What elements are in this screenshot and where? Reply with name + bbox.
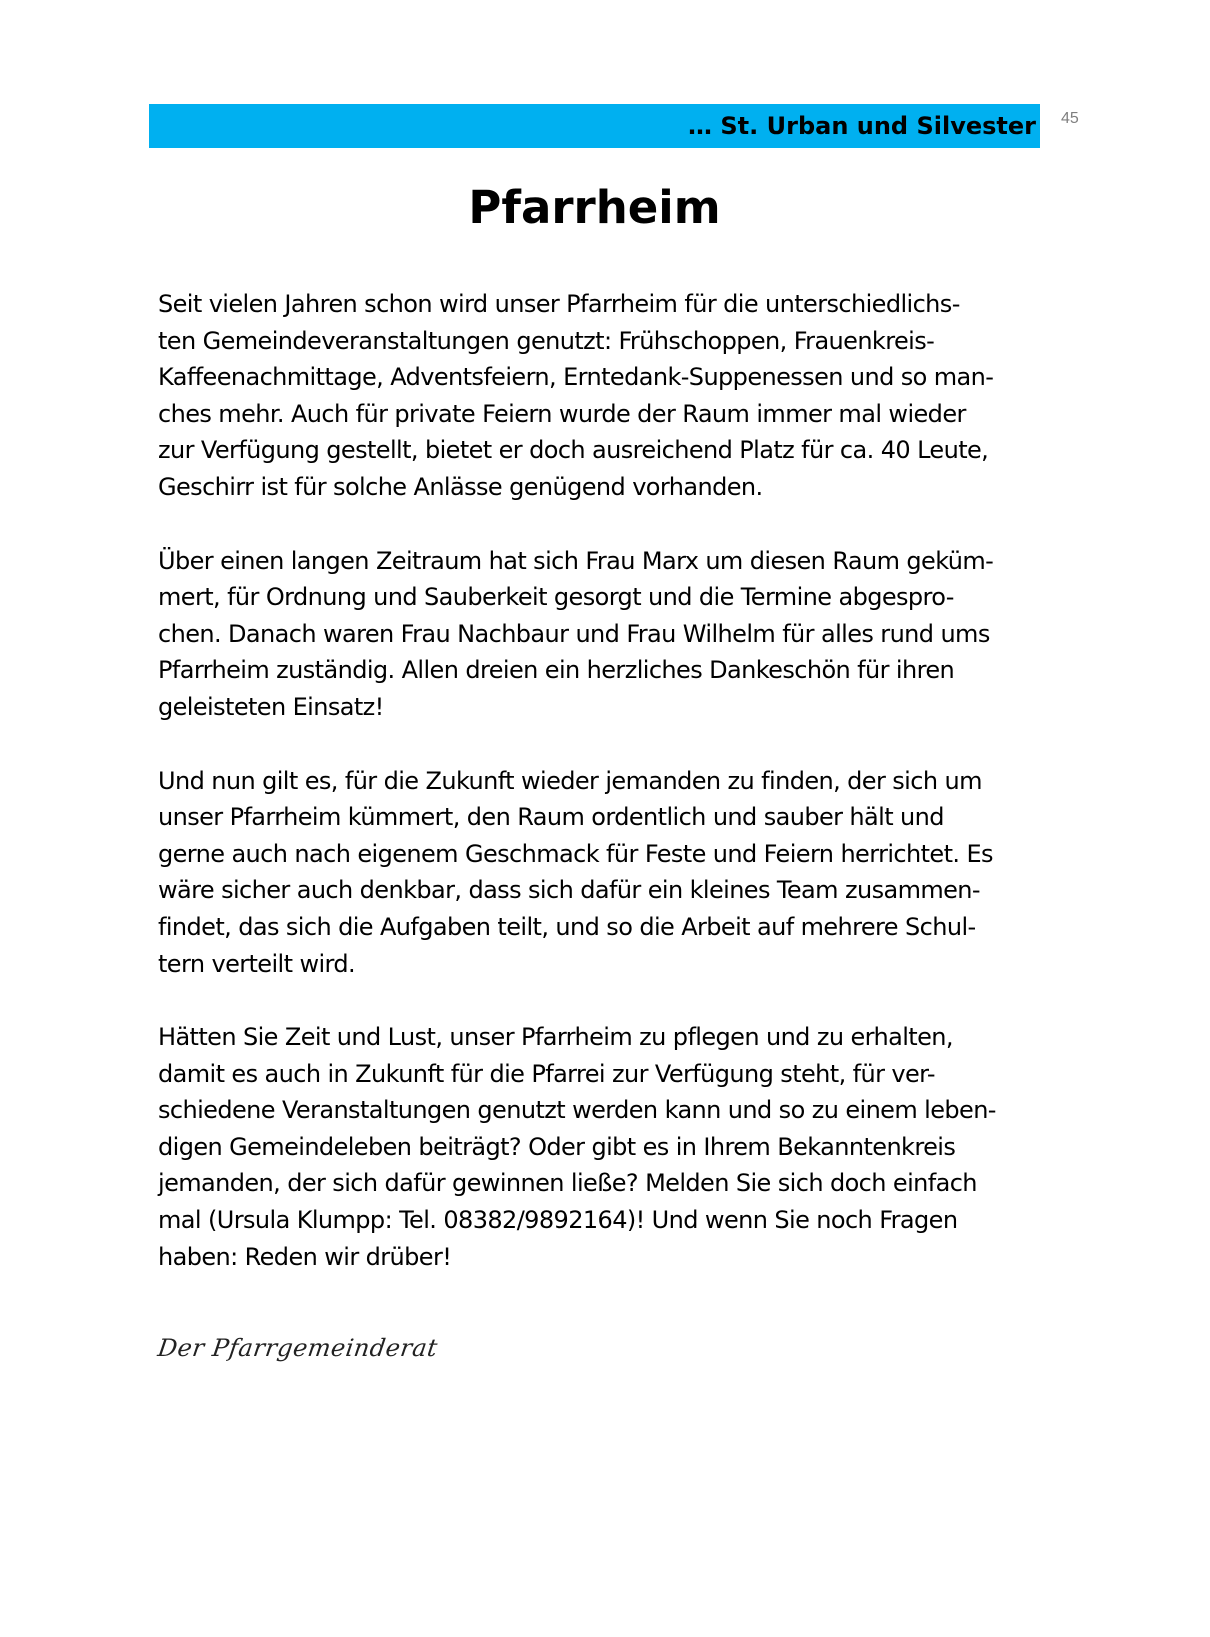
text-line: damit es auch in Zukunft für die Pfarrei zur Verfügung steht, für ver- [158,1059,935,1088]
text-line: Pfarrheim zuständig. Allen dreien ein herzliches Dankeschön für ihren [158,656,955,685]
text-line: Und nun gilt es, für die Zukunft wieder jemanden zu finden, der sich um [158,766,982,795]
text-line: Seit vielen Jahren schon wird unser Pfarrheim für die unterschiedlichs- [158,290,960,318]
paragraph-2 [158,543,1058,726]
signature: Der Pfarrgemeinderat [156,1334,440,1362]
text-line: wäre sicher auch denkbar, dass sich dafür ein kleines Team zusammen- [158,876,980,905]
text-line: mal (Ursula Klumpp: Tel. 08382/9892164)! Und wenn Sie noch Fragen [158,1206,958,1235]
text-line: geleisteten Einsatz! [158,692,384,721]
text-line: Kaffeenachmittage, Adventsfeiern, Erntedank-Suppenessen und so man- [158,363,994,392]
text-line: ches mehr. Auch für private Feiern wurde der Raum immer mal wieder [158,399,966,428]
paragraph-3 [158,763,1058,983]
text-line: ten Gemeindeveranstaltungen genutzt: Frühschoppen, Frauenkreis- [158,326,935,355]
section-header-title: … St. Urban und Silvester [688,112,1036,140]
text-line: tern verteilt wird. [158,949,356,978]
text-line: Geschirr ist für solche Anlässe genügend vorhanden. [158,472,763,501]
text-line: unser Pfarrheim kümmert, den Raum ordentlich und sauber hält und [158,803,944,832]
text-line: zur Verfügung gestellt, bietet er doch ausreichend Platz für ca. 40 Leute, [158,436,989,465]
text-line: schiedene Veranstaltungen genutzt werden kann und so zu einem leben- [158,1096,996,1125]
text-line: digen Gemeindeleben beiträgt? Oder gibt es in Ihrem Bekanntenkreis [158,1132,956,1161]
text-line: Hätten Sie Zeit und Lust, unser Pfarrheim zu pflegen und zu erhalten, [158,1023,953,1052]
article-body [158,286,1058,1312]
section-header-bar [149,104,1040,148]
page-number: 45 [1061,110,1079,127]
text-line: haben: Reden wir drüber! [158,1242,452,1271]
text-line: Über einen langen Zeitraum hat sich Frau Marx um diesen Raum geküm- [158,546,994,575]
text-line: jemanden, der sich dafür gewinnen ließe? Melden Sie sich doch einfach [158,1169,977,1198]
page-title: Pfarrheim [468,181,721,234]
paragraph-1 [158,286,1058,506]
text-line: findet, das sich die Aufgaben teilt, und so die Arbeit auf mehrere Schul- [158,912,976,941]
text-line: mert, für Ordnung und Sauberkeit gesorgt und die Termine abgespro- [158,583,954,612]
paragraph-4 [158,1019,1058,1275]
text-line: chen. Danach waren Frau Nachbaur und Frau Wilhelm für alles rund ums [158,619,990,648]
text-line: gerne auch nach eigenem Geschmack für Feste und Feiern herrichtet. Es [158,839,993,868]
